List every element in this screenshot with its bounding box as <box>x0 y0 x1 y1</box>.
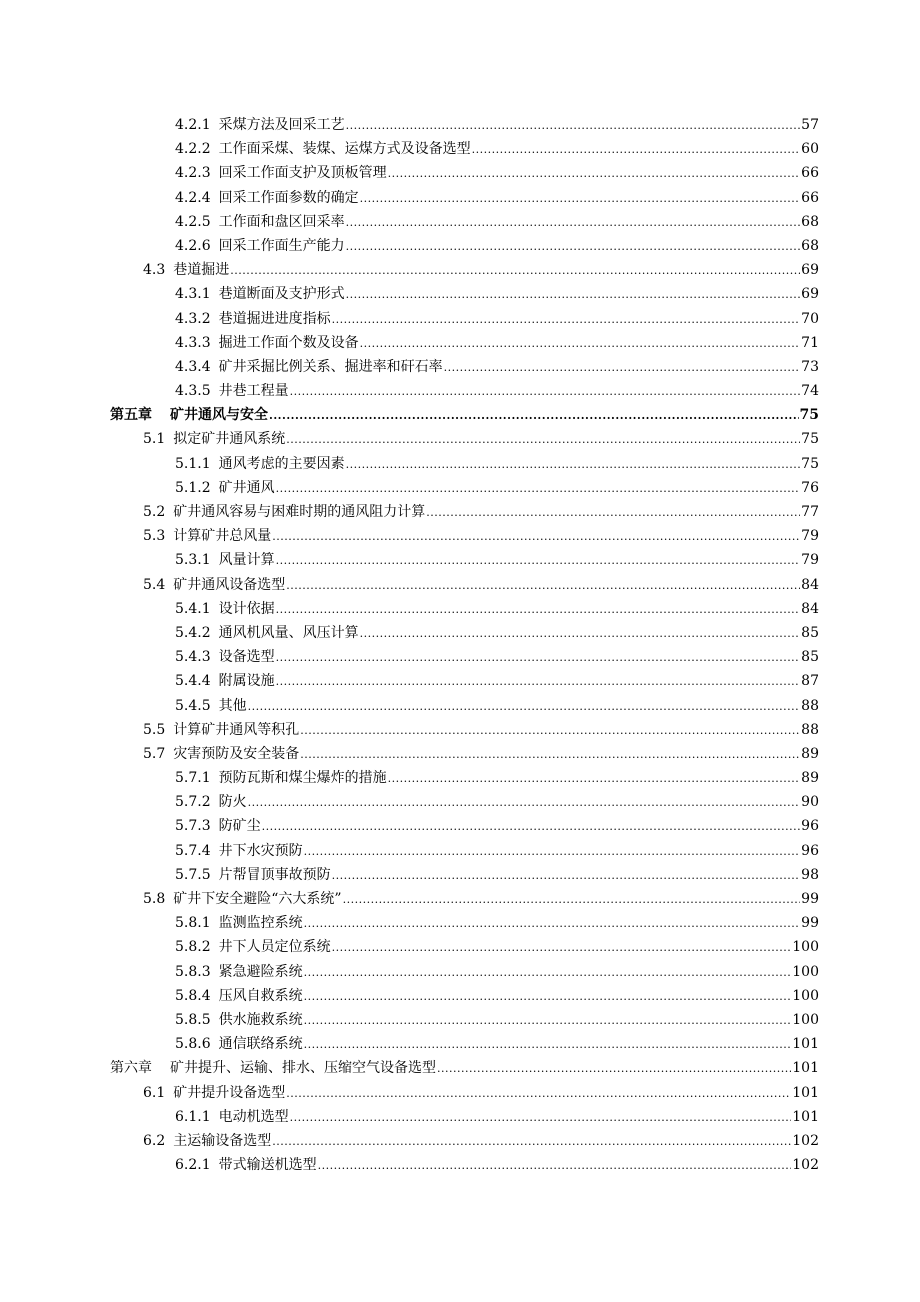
toc-entry-page-number: 68 <box>801 213 819 230</box>
toc-entry[interactable] <box>0 1105 920 1129</box>
toc-entry-line <box>110 1056 819 1081</box>
toc-entry-title: 矿井通风设备选型 <box>173 576 286 593</box>
toc-entry-number: 5.7.3 <box>175 818 211 835</box>
toc-entry-number: 第五章 <box>110 407 152 424</box>
toc-entry-page-number: 96 <box>801 818 819 835</box>
toc-entry-number: 5.1 <box>143 431 166 448</box>
toc-entry-line <box>143 718 819 743</box>
toc-leader-dots <box>437 1056 791 1081</box>
toc-entry-number: 4.3.3 <box>175 334 211 351</box>
toc-leader-dots <box>360 621 801 646</box>
toc-entry-title: 巷道掘进进度指标 <box>218 310 331 327</box>
toc-entry[interactable] <box>0 476 920 500</box>
toc-entry[interactable] <box>0 137 920 161</box>
toc-entry-page-number: 57 <box>801 117 819 133</box>
toc-entry-line <box>175 113 819 138</box>
toc-entry-page-number: 100 <box>792 939 819 956</box>
toc-entry-line <box>143 1129 819 1154</box>
toc-entry-number: 5.8.2 <box>175 939 211 956</box>
toc-entry-line <box>175 960 819 985</box>
toc-entry-title: 紧急避险系统 <box>218 963 303 980</box>
toc-leader-dots <box>276 645 801 670</box>
toc-entry[interactable] <box>0 1129 920 1153</box>
toc-leader-dots <box>444 355 801 380</box>
toc-entry-number: 4.2.4 <box>175 189 211 206</box>
toc-entry[interactable] <box>0 814 920 838</box>
toc-entry-page-number: 100 <box>792 963 819 980</box>
toc-leader-dots <box>332 863 801 888</box>
toc-leader-dots <box>360 186 801 211</box>
toc-entry-line <box>175 186 819 211</box>
toc-leader-dots <box>286 573 800 598</box>
toc-entry-title: 防火 <box>218 794 247 811</box>
toc-entry-title: 矿井通风容易与困难时期的通风阻力计算 <box>173 504 426 520</box>
toc-entry-title: 工作面和盘区回采率 <box>218 213 345 230</box>
toc-leader-dots <box>230 258 800 283</box>
toc-leader-dots <box>304 839 801 864</box>
toc-entry-number: 5.4.2 <box>175 624 211 641</box>
toc-entry-line <box>143 500 819 525</box>
toc-entry-page-number: 101 <box>792 1108 819 1125</box>
toc-entry-title: 矿井通风与安全 <box>170 407 268 424</box>
toc-leader-dots <box>343 887 801 912</box>
toc-entry-title: 工作面采煤、装煤、运煤方式及设备选型 <box>218 141 471 158</box>
toc-entry-line <box>175 984 819 1009</box>
toc-entry-title: 拟定矿井通风系统 <box>173 431 286 448</box>
toc-entry-line <box>175 161 819 186</box>
toc-entry-number: 4.2.2 <box>175 141 211 158</box>
toc-entry-page-number: 88 <box>801 721 819 738</box>
toc-entry-title: 通风考虑的主要因素 <box>218 455 345 472</box>
toc-entry-number: 5.8.3 <box>175 963 211 980</box>
toc-leader-dots <box>346 113 801 138</box>
toc-entry-line <box>175 476 819 501</box>
toc-leader-dots <box>276 597 801 622</box>
toc-entry-number: 5.4.4 <box>175 673 211 690</box>
toc-leader-dots <box>346 282 801 307</box>
toc-entry-line <box>175 621 819 646</box>
toc-leader-dots <box>318 1153 792 1178</box>
toc-entry-page-number: 76 <box>801 479 819 496</box>
toc-entry-number: 5.8.5 <box>175 1011 211 1028</box>
toc-entry-number: 5.7.4 <box>175 842 211 859</box>
toc-leader-dots <box>276 476 801 501</box>
toc-entry-title: 压风自救系统 <box>218 987 303 1004</box>
toc-entry-title: 矿井提升设备选型 <box>173 1084 286 1101</box>
toc-entry[interactable] <box>0 452 920 476</box>
toc-entry[interactable] <box>0 573 920 597</box>
toc-entry[interactable] <box>0 887 920 911</box>
toc-entry-line <box>175 355 819 380</box>
toc-entry-line <box>175 694 819 719</box>
table-of-contents <box>0 113 920 1177</box>
toc-leader-dots <box>300 742 800 767</box>
toc-leader-dots <box>346 452 801 477</box>
toc-entry-number: 6.2.1 <box>175 1157 211 1174</box>
toc-entry-title: 预防瓦斯和煤尘爆炸的措施 <box>218 770 387 787</box>
toc-entry-page-number: 87 <box>801 673 819 690</box>
toc-entry[interactable] <box>0 1081 920 1105</box>
toc-entry-number: 4.2.6 <box>175 237 211 254</box>
toc-entry-page-number: 96 <box>801 842 819 859</box>
toc-entry-number: 6.1.1 <box>175 1108 211 1125</box>
toc-leader-dots <box>346 210 801 235</box>
toc-entry[interactable] <box>0 742 920 766</box>
toc-entry-page-number: 74 <box>801 383 819 400</box>
toc-entry-title: 设计依据 <box>218 600 275 617</box>
toc-entry[interactable] <box>0 234 920 258</box>
toc-entry-number: 5.7 <box>143 745 166 762</box>
toc-entry-number: 4.3.2 <box>175 310 211 327</box>
toc-entry-line <box>175 1153 819 1178</box>
toc-entry-number: 第六章 <box>110 1060 152 1077</box>
toc-leader-dots <box>262 814 801 839</box>
toc-entry[interactable] <box>0 161 920 185</box>
toc-entry-line <box>143 427 819 452</box>
toc-leader-dots <box>388 161 801 186</box>
toc-entry-line <box>175 669 819 694</box>
toc-entry-number: 6.1 <box>143 1084 166 1101</box>
toc-leader-dots <box>332 307 801 332</box>
toc-entry-number: 5.4 <box>143 576 166 593</box>
toc-entry[interactable] <box>0 113 920 137</box>
toc-leader-dots <box>426 500 800 525</box>
toc-entry-title: 风量计算 <box>218 552 275 569</box>
toc-entry-title: 回采工作面参数的确定 <box>218 189 359 206</box>
toc-entry-line <box>143 1081 819 1106</box>
toc-entry-number: 5.8.6 <box>175 1036 211 1053</box>
toc-entry-line <box>175 911 819 936</box>
toc-leader-dots <box>286 1081 791 1106</box>
toc-entry[interactable] <box>0 1032 920 1056</box>
toc-entry[interactable] <box>0 645 920 669</box>
toc-entry-number: 4.2.1 <box>175 117 211 133</box>
toc-entry-page-number: 84 <box>801 576 819 593</box>
toc-entry-line <box>175 645 819 670</box>
toc-entry-line <box>175 814 819 839</box>
toc-entry-title: 井巷工程量 <box>218 383 289 400</box>
toc-entry[interactable] <box>0 911 920 935</box>
toc-entry-page-number: 70 <box>801 310 819 327</box>
toc-entry[interactable] <box>0 258 920 282</box>
toc-entry-title: 计算矿井通风等积孔 <box>173 721 300 738</box>
toc-entry[interactable] <box>0 331 920 355</box>
toc-entry-title: 掘进工作面个数及设备 <box>218 334 359 351</box>
toc-entry[interactable] <box>0 1153 920 1177</box>
toc-leader-dots <box>304 960 792 985</box>
toc-entry-page-number: 66 <box>801 165 819 182</box>
toc-leader-dots <box>300 718 800 743</box>
toc-leader-dots <box>388 766 801 791</box>
toc-entry-line <box>110 403 819 428</box>
toc-entry-page-number: 89 <box>801 770 819 787</box>
toc-entry[interactable] <box>0 403 920 427</box>
toc-entry-page-number: 71 <box>801 334 819 351</box>
toc-leader-dots <box>269 403 799 428</box>
toc-entry[interactable] <box>0 597 920 621</box>
toc-leader-dots <box>304 1032 792 1057</box>
toc-entry-number: 4.3.4 <box>175 358 211 375</box>
toc-entry-title: 片帮冒顶事故预防 <box>218 866 331 883</box>
toc-entry-number: 4.2.5 <box>175 213 211 230</box>
toc-entry-line <box>175 452 819 477</box>
toc-entry[interactable] <box>0 307 920 331</box>
toc-entry-number: 5.2 <box>143 504 166 520</box>
toc-entry-page-number: 75 <box>801 455 819 472</box>
toc-entry-line <box>175 210 819 235</box>
toc-entry[interactable] <box>0 960 920 984</box>
toc-entry-page-number: 100 <box>792 1011 819 1028</box>
toc-entry-title: 矿井通风 <box>218 479 275 496</box>
toc-entry-page-number: 75 <box>801 431 819 448</box>
toc-entry-title: 设备选型 <box>218 649 275 666</box>
toc-entry-line <box>175 282 819 307</box>
toc-entry[interactable] <box>0 935 920 959</box>
toc-leader-dots <box>332 935 792 960</box>
toc-entry-page-number: 85 <box>801 624 819 641</box>
toc-entry-page-number: 101 <box>792 1084 819 1101</box>
toc-entry[interactable] <box>0 839 920 863</box>
toc-entry-page-number: 101 <box>792 1060 819 1077</box>
toc-leader-dots <box>276 548 801 573</box>
toc-entry-line <box>175 548 819 573</box>
toc-entry-page-number: 88 <box>801 697 819 714</box>
toc-entry-line <box>175 1008 819 1033</box>
toc-entry-page-number: 99 <box>801 915 819 932</box>
toc-entry-title: 主运输设备选型 <box>173 1132 272 1149</box>
toc-entry-title: 矿井下安全避险“六大系统” <box>173 891 342 907</box>
toc-entry-line <box>175 597 819 622</box>
toc-entry-page-number: 101 <box>792 1036 819 1053</box>
toc-entry-line <box>143 524 819 549</box>
toc-entry-page-number: 73 <box>801 358 819 375</box>
toc-entry-title: 防矿尘 <box>218 818 261 835</box>
toc-entry-title: 其他 <box>218 697 247 714</box>
toc-entry[interactable] <box>0 669 920 693</box>
toc-entry-title: 通风机风量、风压计算 <box>218 624 359 641</box>
toc-entry-page-number: 68 <box>801 237 819 254</box>
toc-leader-dots <box>272 524 800 549</box>
toc-entry-page-number: 75 <box>799 407 819 424</box>
toc-leader-dots <box>304 911 801 936</box>
toc-entry[interactable] <box>0 210 920 234</box>
toc-leader-dots <box>304 984 792 1009</box>
toc-entry-title: 监测监控系统 <box>218 915 303 932</box>
toc-entry[interactable] <box>0 548 920 572</box>
toc-entry-number: 5.1.1 <box>175 455 211 472</box>
toc-entry[interactable] <box>0 790 920 814</box>
toc-entry-title: 井下水灾预防 <box>218 842 303 859</box>
toc-entry-line <box>175 863 819 888</box>
toc-entry-line <box>175 234 819 259</box>
toc-entry-page-number: 79 <box>801 528 819 545</box>
toc-entry-page-number: 99 <box>801 891 819 907</box>
toc-entry-title: 计算矿井总风量 <box>173 528 272 545</box>
toc-entry-number: 5.5 <box>143 721 166 738</box>
toc-entry-line <box>175 331 819 356</box>
toc-entry[interactable] <box>0 524 920 548</box>
toc-entry[interactable] <box>0 1008 920 1032</box>
toc-entry-line <box>175 1032 819 1057</box>
toc-entry[interactable] <box>0 355 920 379</box>
toc-entry-page-number: 79 <box>801 552 819 569</box>
toc-entry-page-number: 102 <box>792 1157 819 1174</box>
toc-entry-page-number: 85 <box>801 649 819 666</box>
toc-entry-title: 矿井采掘比例关系、掘进率和矸石率 <box>218 358 443 375</box>
toc-entry-page-number: 84 <box>801 600 819 617</box>
toc-entry[interactable] <box>0 1056 920 1080</box>
toc-entry-number: 5.7.1 <box>175 770 211 787</box>
toc-entry[interactable] <box>0 186 920 210</box>
toc-entry[interactable] <box>0 282 920 306</box>
toc-entry-number: 6.2 <box>143 1132 166 1149</box>
toc-entry-number: 5.3.1 <box>175 552 211 569</box>
toc-entry-page-number: 100 <box>792 987 819 1004</box>
toc-entry-title: 附属设施 <box>218 673 275 690</box>
toc-entry-number: 4.3.1 <box>175 286 211 303</box>
toc-entry-number: 5.7.5 <box>175 866 211 883</box>
toc-entry[interactable] <box>0 694 920 718</box>
toc-entry-line <box>143 258 819 283</box>
toc-entry-line <box>175 1105 819 1130</box>
toc-entry-title: 电动机选型 <box>218 1108 289 1125</box>
toc-entry-page-number: 98 <box>801 866 819 883</box>
toc-entry-number: 4.2.3 <box>175 165 211 182</box>
toc-entry-page-number: 102 <box>792 1132 819 1149</box>
toc-entry-title: 回采工作面支护及顶板管理 <box>218 165 387 182</box>
toc-entry[interactable] <box>0 621 920 645</box>
toc-entry-line <box>175 839 819 864</box>
toc-entry[interactable] <box>0 863 920 887</box>
toc-entry-number: 4.3.5 <box>175 383 211 400</box>
toc-entry-number: 5.1.2 <box>175 479 211 496</box>
toc-entry-number: 5.4.3 <box>175 649 211 666</box>
toc-entry-title: 通信联络系统 <box>218 1036 303 1053</box>
toc-entry-number: 5.8.1 <box>175 915 211 932</box>
toc-entry-page-number: 69 <box>801 286 819 303</box>
toc-entry[interactable] <box>0 500 920 524</box>
toc-entry-number: 5.4.5 <box>175 697 211 714</box>
toc-entry-number: 5.8 <box>143 891 166 907</box>
toc-entry-line <box>175 935 819 960</box>
toc-entry[interactable] <box>0 766 920 790</box>
toc-leader-dots <box>286 427 800 452</box>
toc-entry-line <box>175 307 819 332</box>
toc-entry-number: 5.8.4 <box>175 987 211 1004</box>
toc-entry-page-number: 90 <box>801 794 819 811</box>
toc-entry-line <box>143 887 819 912</box>
toc-leader-dots <box>346 234 801 259</box>
toc-entry-line <box>143 573 819 598</box>
toc-leader-dots <box>290 1105 792 1130</box>
toc-leader-dots <box>290 379 801 404</box>
toc-entry-title: 巷道掘进 <box>173 262 230 279</box>
toc-entry[interactable] <box>0 718 920 742</box>
toc-leader-dots <box>248 694 801 719</box>
toc-entry-line <box>175 379 819 404</box>
toc-entry[interactable] <box>0 427 920 451</box>
toc-entry-number: 5.7.2 <box>175 794 211 811</box>
toc-entry-page-number: 60 <box>801 141 819 158</box>
toc-entry-page-number: 77 <box>801 504 819 520</box>
toc-leader-dots <box>248 790 801 815</box>
toc-entry-title: 采煤方法及回采工艺 <box>218 117 345 133</box>
toc-entry-number: 5.4.1 <box>175 600 211 617</box>
toc-entry-line <box>175 790 819 815</box>
toc-entry-title: 井下人员定位系统 <box>218 939 331 956</box>
toc-entry-page-number: 66 <box>801 189 819 206</box>
toc-entry-title: 灾害预防及安全装备 <box>173 745 300 762</box>
toc-entry-title: 回采工作面生产能力 <box>218 237 345 254</box>
toc-entry-number: 5.3 <box>143 528 166 545</box>
toc-entry-title: 供水施救系统 <box>218 1011 303 1028</box>
toc-entry-line <box>143 742 819 767</box>
toc-entry-number: 4.3 <box>143 262 166 279</box>
toc-leader-dots <box>360 331 801 356</box>
toc-entry[interactable] <box>0 984 920 1008</box>
toc-leader-dots <box>272 1129 791 1154</box>
toc-entry-page-number: 89 <box>801 745 819 762</box>
toc-entry-title: 巷道断面及支护形式 <box>218 286 345 303</box>
toc-leader-dots <box>304 1008 792 1033</box>
toc-leader-dots <box>276 669 801 694</box>
toc-entry[interactable] <box>0 379 920 403</box>
toc-entry-page-number: 69 <box>801 262 819 279</box>
toc-entry-title: 矿井提升、运输、排水、压缩空气设备选型 <box>170 1060 436 1077</box>
toc-entry-line <box>175 137 819 162</box>
toc-entry-title: 带式输送机选型 <box>218 1157 317 1174</box>
toc-leader-dots <box>472 137 801 162</box>
toc-entry-line <box>175 766 819 791</box>
